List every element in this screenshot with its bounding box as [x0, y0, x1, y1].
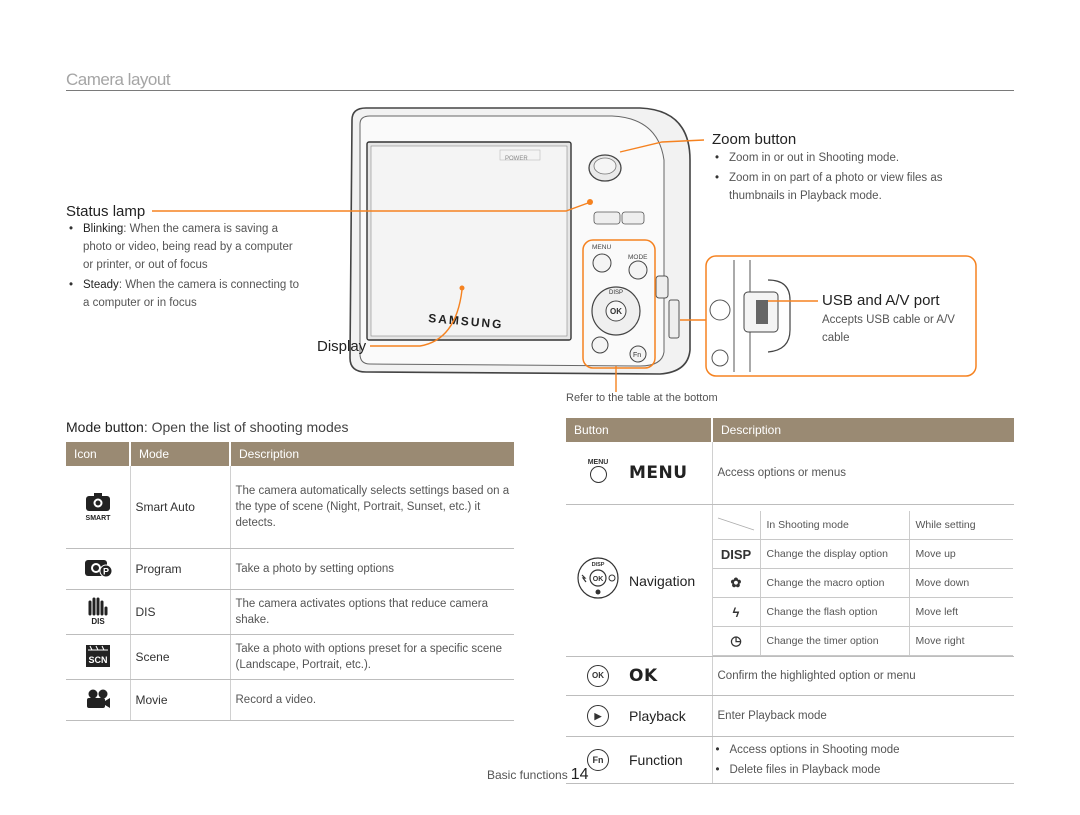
mode-name: Program: [130, 549, 230, 590]
mode-description: The camera automatically selects settings based on a the type of scene (Night, Portrait, Sunset, etc.) it detects.: [230, 466, 514, 549]
usb-port-description: Accepts USB cable or A/V cable: [822, 314, 955, 344]
table-reference-note: Refer to the table at the bottom: [566, 392, 718, 404]
usb-port-label: USB and A/V port: [822, 292, 940, 309]
nav-header-blank: [713, 511, 761, 540]
nav-setting-action: Move up: [909, 540, 1013, 569]
playback-description: Enter Playback mode: [712, 696, 1014, 737]
button-col-description: Description: [712, 418, 1014, 442]
page-number: 14: [570, 766, 589, 783]
table-row: [713, 540, 1013, 569]
nav-shooting-action: Change the flash option: [760, 598, 909, 627]
flash-icon: ϟ: [713, 598, 761, 627]
nav-setting-action: Move left: [909, 598, 1013, 627]
playback-icon: ▶: [567, 705, 629, 727]
zoom-button-label: Zoom button: [712, 131, 797, 148]
function-icon: Fn: [567, 749, 629, 771]
movie-icon: [66, 680, 130, 721]
mode-description: Take a photo with options preset for a specific scene (Landscape, Portrait, etc.).: [230, 635, 514, 680]
svg-text:OK: OK: [592, 576, 604, 583]
table-row: [566, 505, 1014, 657]
playback-button-cell: [566, 696, 712, 737]
ok-description: Confirm the highlighted option or menu: [712, 657, 1014, 696]
status-lamp-bullet-steady: • Steady: When the camera is connecting to a computer or in focus: [66, 276, 306, 312]
svg-text:SCN: SCN: [88, 654, 108, 665]
status-lamp-label: Status lamp: [66, 203, 146, 220]
function-description: [712, 737, 1014, 784]
navigation-dial-icon: [567, 556, 629, 605]
navigation-subtable: [713, 511, 1013, 656]
footer-section: Basic functions: [487, 768, 568, 782]
nav-setting-action: Move right: [909, 627, 1013, 656]
mode-col-mode: Mode: [130, 442, 230, 466]
function-button-name: Function: [629, 752, 683, 768]
svg-text:MODE: MODE: [628, 254, 648, 261]
dis-icon: [66, 590, 130, 635]
power-label: POWER: [505, 156, 528, 162]
table-row: [566, 657, 1014, 696]
svg-text:OK: OK: [610, 307, 622, 316]
button-table: [566, 418, 1014, 784]
page-footer: [487, 766, 589, 784]
svg-text:DIS: DIS: [91, 616, 105, 626]
mode-description: Take a photo by setting options: [230, 549, 514, 590]
svg-text:Fn: Fn: [633, 352, 642, 359]
table-row: [713, 598, 1013, 627]
mode-name: Smart Auto: [130, 466, 230, 549]
mode-button-heading: Mode button: Open the list of shooting modes: [66, 419, 349, 435]
zoom-bullet-2: • Zoom in on part of a photo or view files as thumbnails in Playback mode.: [712, 169, 982, 205]
page-title: Camera layout: [66, 70, 171, 89]
nav-shooting-action: Change the macro option: [760, 569, 909, 598]
table-row: [713, 511, 1013, 540]
mode-description: Record a video.: [230, 680, 514, 721]
navigation-button-cell: [566, 505, 712, 657]
mode-col-icon: Icon: [74, 447, 97, 461]
mode-description: The camera activates options that reduce camera shake.: [230, 590, 514, 635]
macro-icon: ✿: [713, 569, 761, 598]
table-row: [566, 442, 1014, 505]
menu-description: Access options or menus: [712, 442, 1014, 505]
svg-text:SMART: SMART: [85, 514, 111, 522]
ok-button-cell: [566, 657, 712, 696]
navigation-subtable-cell: [712, 505, 1014, 657]
disp-icon: DISP: [713, 540, 761, 569]
function-bullets: • Access options in Shooting mode • Delete files in Playback mode: [713, 740, 1014, 780]
zoom-bullet-1: • Zoom in or out in Shooting mode.: [712, 149, 982, 167]
table-row: [713, 569, 1013, 598]
mode-col-description: Description: [230, 442, 514, 466]
nav-setting-action: Move down: [909, 569, 1013, 598]
program-icon: [66, 549, 130, 590]
svg-text:P: P: [102, 566, 109, 576]
table-row: [66, 590, 514, 635]
nav-shooting-action: Change the timer option: [760, 627, 909, 656]
smart-auto-icon: [66, 466, 130, 549]
nav-header-shooting: In Shooting mode: [760, 511, 909, 540]
ok-icon: OK: [567, 665, 629, 687]
status-lamp-bullet-blinking: • Blinking: When the camera is saving a photo or video, being read by a computer or printer, or out of focus: [66, 220, 306, 274]
menu-button-cell: [566, 442, 712, 505]
table-row: [66, 635, 514, 680]
navigation-button-name: Navigation: [629, 572, 696, 589]
menu-button-name: MENU: [629, 463, 688, 483]
nav-header-setting: While setting: [909, 511, 1013, 540]
svg-text:MENU: MENU: [592, 244, 612, 251]
mode-name: DIS: [130, 590, 230, 635]
nav-shooting-action: Change the display option: [760, 540, 909, 569]
svg-text:DISP: DISP: [591, 562, 605, 568]
ok-button-name: OK: [629, 666, 658, 686]
table-row: [713, 627, 1013, 656]
table-row: [566, 737, 1014, 784]
menu-icon: MENU: [567, 459, 629, 488]
brand-logo: SAMSUNG: [427, 311, 505, 332]
status-lamp-bullets: [66, 220, 306, 312]
svg-text:DISP: DISP: [609, 290, 624, 296]
table-row: [566, 696, 1014, 737]
mode-table: [66, 442, 514, 721]
scene-icon: [66, 635, 130, 680]
table-row: [66, 680, 514, 721]
mode-name: Movie: [130, 680, 230, 721]
table-row: [66, 466, 514, 549]
mode-name: Scene: [130, 635, 230, 680]
timer-icon: ◷: [713, 627, 761, 656]
table-row: [66, 549, 514, 590]
button-col-button: Button: [574, 423, 609, 437]
display-label: Display: [317, 338, 367, 355]
playback-button-name: Playback: [629, 708, 686, 724]
zoom-button-bullets: [712, 149, 982, 205]
